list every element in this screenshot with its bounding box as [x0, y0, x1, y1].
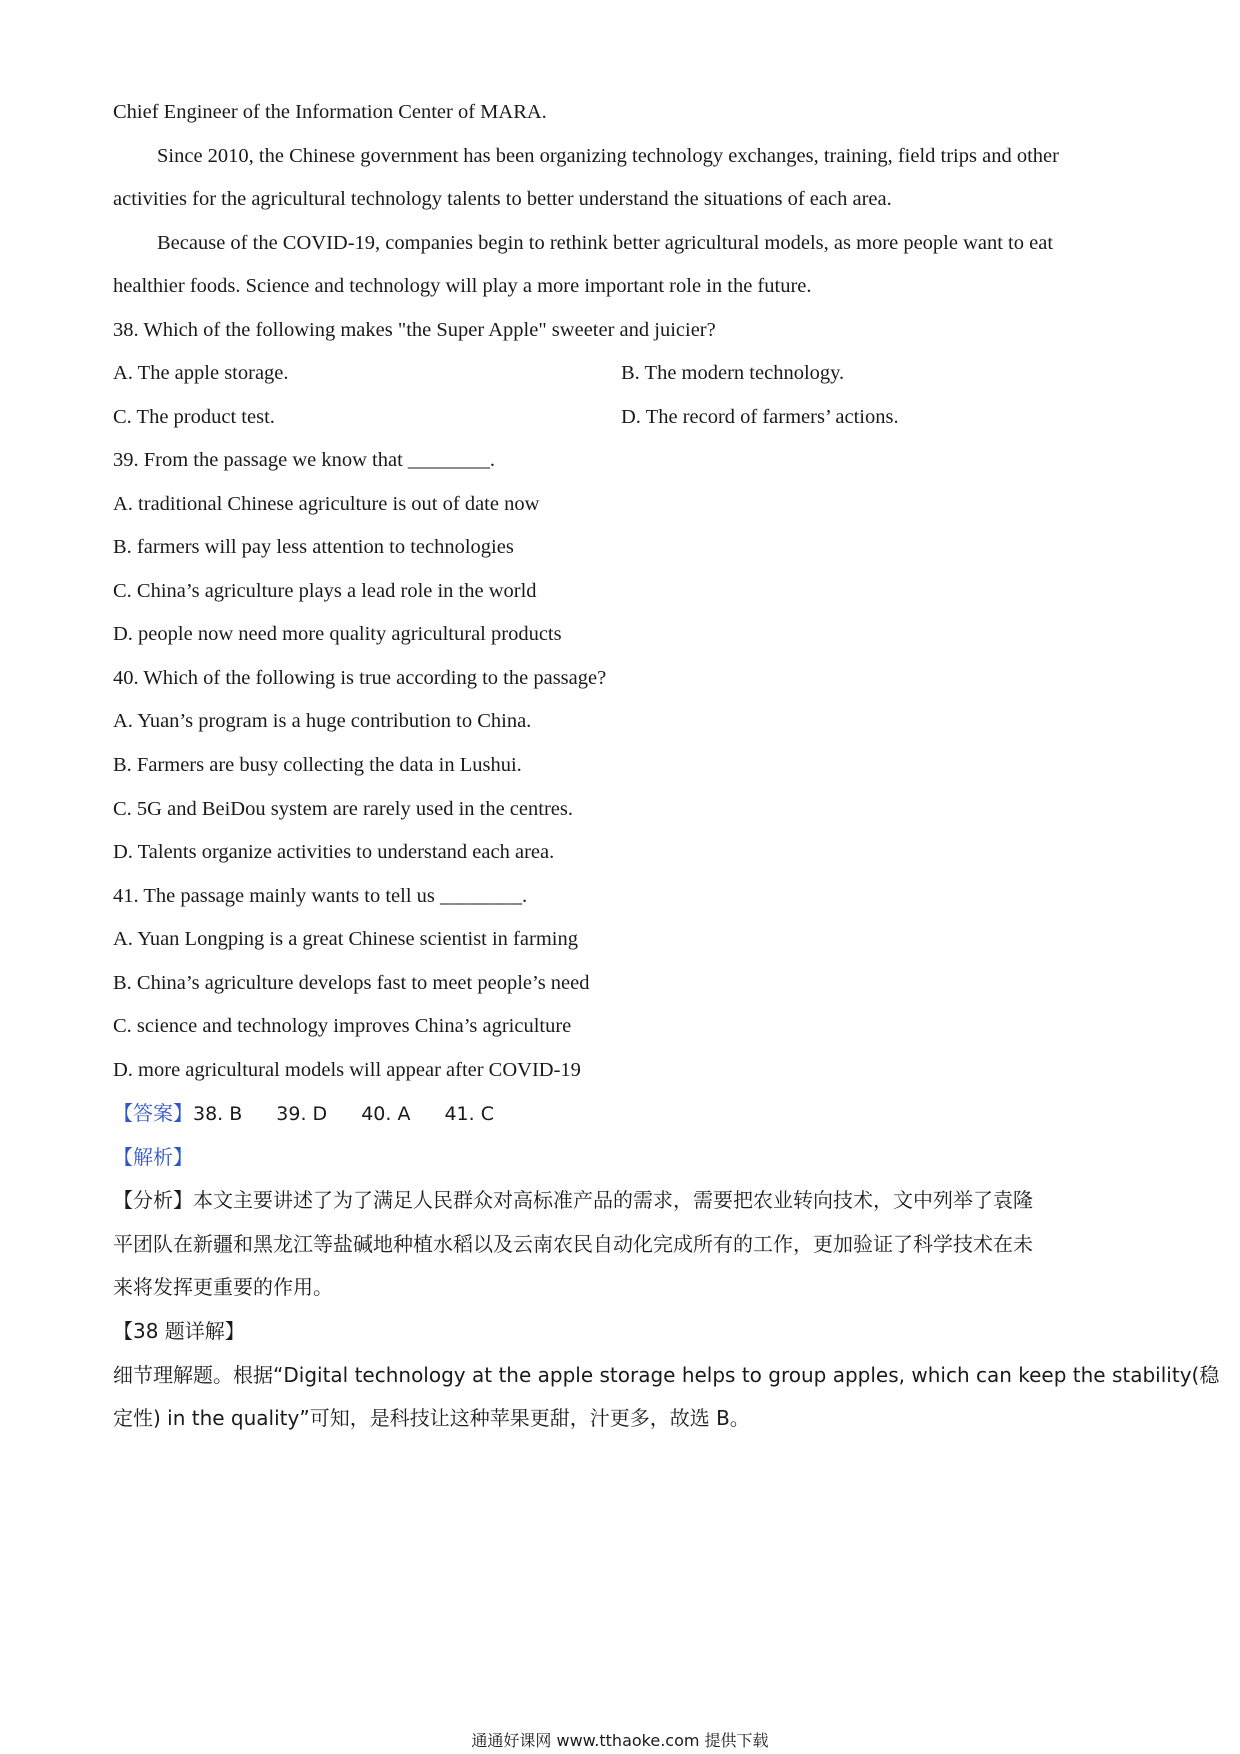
detail-line: 定性) in the quality”可知，是科技让这种苹果更甜，汁更多，故选 B。 [113, 1406, 750, 1430]
answer-item: 39. D [276, 1103, 328, 1125]
question-stem-38: 38. Which of the following makes "the Super Apple" sweeter and juicier? [113, 319, 716, 341]
analysis-label: 【解析】 [113, 1145, 193, 1169]
summary-label: 【分析】 [113, 1188, 193, 1212]
option-38-b: B. The modern technology. [621, 362, 845, 384]
option-40-a: A. Yuan’s program is a huge contribution to China. [113, 710, 532, 732]
option-row [113, 359, 1133, 387]
detail-label: 【38 题详解】 [113, 1319, 245, 1343]
answer-item: 40. A [361, 1103, 411, 1125]
question-stem-41: 41. The passage mainly wants to tell us ________. [113, 885, 528, 907]
question-stem-39: 39. From the passage we know that ________. [113, 449, 496, 471]
answer-row [113, 1099, 528, 1128]
passage-line: Since 2010, the Chinese government has been organizing technology exchanges, training, field trips and other [157, 145, 1059, 167]
summary-line: 来将发挥更重要的作用。 [113, 1275, 333, 1299]
answer-label: 【答案】 [113, 1101, 193, 1125]
summary-line [113, 1186, 1033, 1214]
answer-item: 41. C [444, 1103, 494, 1125]
answer-item: 38. B [193, 1103, 243, 1125]
option-38-c: C. The product test. [113, 406, 275, 428]
option-39-c: C. China’s agriculture plays a lead role in the world [113, 580, 537, 602]
option-38-d: D. The record of farmers’ actions. [621, 406, 899, 428]
option-41-d: D. more agricultural models will appear after COVID-19 [113, 1059, 581, 1081]
question-stem-40: 40. Which of the following is true according to the passage? [113, 667, 607, 689]
passage-line: healthier foods. Science and technology will play a more important role in the future. [113, 275, 812, 297]
option-40-b: B. Farmers are busy collecting the data in Lushui. [113, 754, 522, 776]
passage-line: activities for the agricultural technology talents to better understand the situations of each area. [113, 188, 892, 210]
summary-line: 平团队在新疆和黑龙江等盐碱地种植水稻以及云南农民自动化完成所有的工作，更加验证了科学技术在未 [113, 1232, 1033, 1256]
option-40-d: D. Talents organize activities to understand each area. [113, 841, 555, 863]
option-41-a: A. Yuan Longping is a great Chinese scientist in farming [113, 928, 578, 950]
option-41-b: B. China’s agriculture develops fast to meet people’s need [113, 972, 590, 994]
page-footer: 通通好课网 www.tthaoke.com 提供下载 [471, 1731, 769, 1750]
detail-line: 细节理解题。根据“Digital technology at the apple storage helps to group apples, which can keep the stability(稳 [113, 1363, 1220, 1387]
option-41-c: C. science and technology improves China’s agriculture [113, 1015, 572, 1037]
option-39-d: D. people now need more quality agricultural products [113, 623, 562, 645]
passage-line: Because of the COVID-19, companies begin to rethink better agricultural models, as more people want to eat [157, 232, 1054, 254]
option-38-a: A. The apple storage. [113, 362, 289, 384]
option-39-b: B. farmers will pay less attention to technologies [113, 536, 514, 558]
option-40-c: C. 5G and BeiDou system are rarely used in the centres. [113, 798, 573, 820]
option-39-a: A. traditional Chinese agriculture is out of date now [113, 493, 540, 515]
passage-line: Chief Engineer of the Information Center of MARA. [113, 101, 547, 123]
option-row [113, 403, 1133, 431]
summary-text: 本文主要讲述了为了满足人民群众对高标准产品的需求，需要把农业转向技术，文中列举了袁隆 [193, 1188, 1033, 1212]
